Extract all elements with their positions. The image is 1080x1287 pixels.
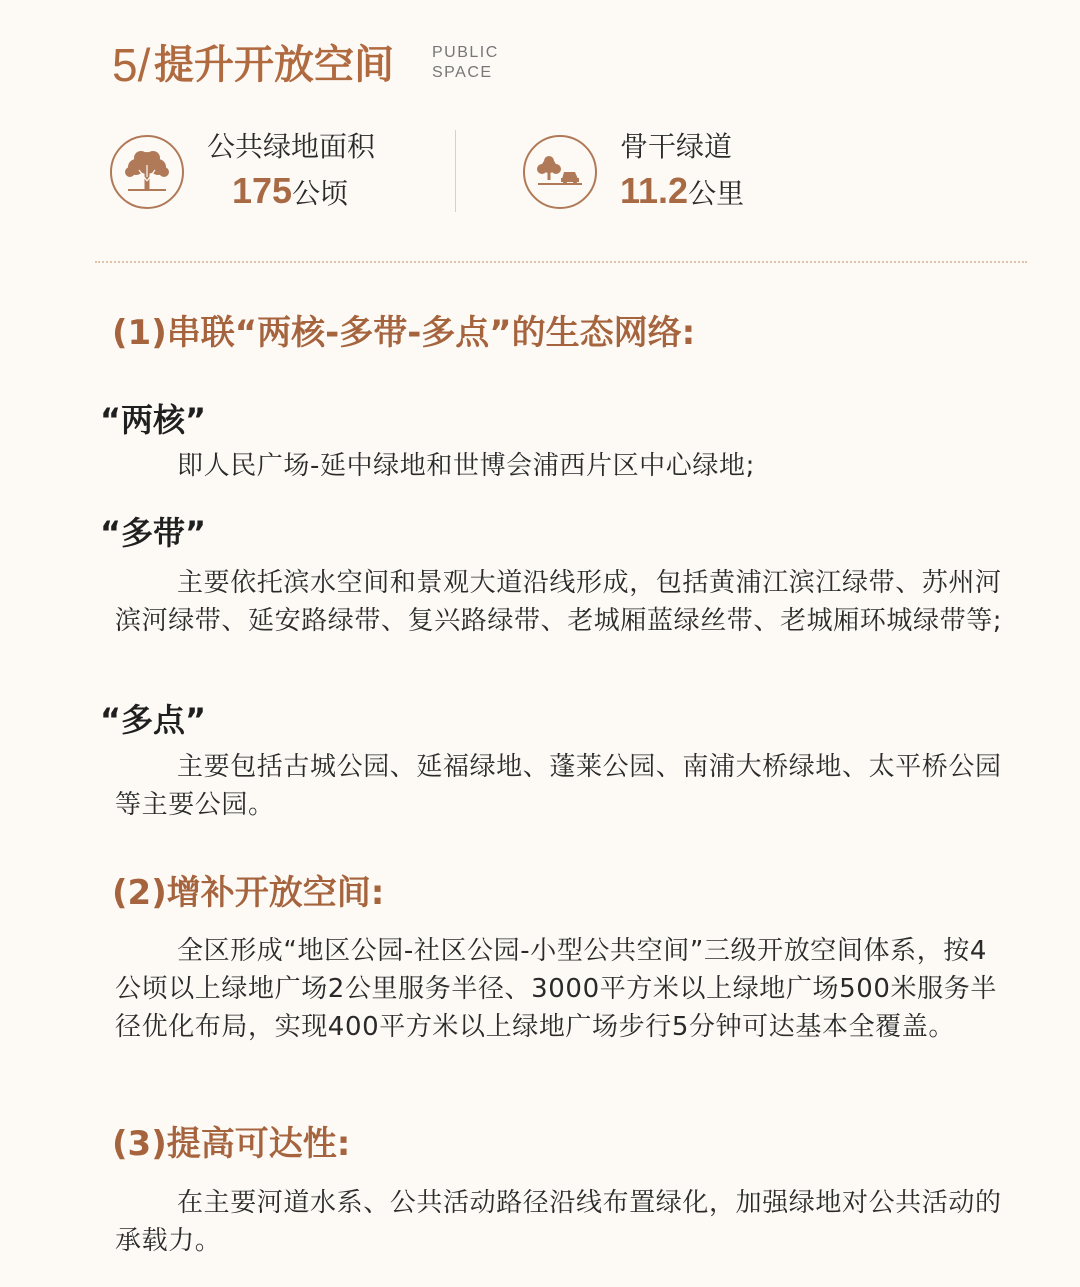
stat-unit: 公里	[688, 177, 745, 210]
paragraph-multi-points: 主要包括古城公园、延福绿地、蓬莱公园、南浦大桥绿地、太平桥公园等主要公园。	[115, 752, 1002, 820]
english-subtitle-line2: SPACE	[432, 64, 493, 81]
stat-value-greenway	[620, 170, 744, 212]
stat-number: 175	[232, 170, 293, 211]
subheading-multi-points: “多点”	[100, 701, 207, 739]
subheading-two-cores: “两核”	[100, 401, 207, 439]
paragraph-multi-belts: 主要依托滨水空间和景观大道沿线形成，包括黄浦江滨江绿带、苏州河滨河绿带、延安路绿带、复兴路绿带、老城厢蓝绿丝带、老城厢环城绿带等;	[115, 568, 1003, 636]
stat-number: 11.2	[620, 170, 689, 211]
english-subtitle-line1: PUBLIC	[432, 44, 499, 61]
stat-unit: 公顷	[292, 177, 349, 210]
stats-divider	[455, 130, 456, 212]
paragraph-open-space: 全区形成“地区公园-社区公园-小型公共空间”三级开放空间体系，按4公顷以上绿地广场2公里服务半径、3000平方米以上绿地广场500米服务半径优化布局，实现400平方米以上绿地广场步行5分钟可达基本全覆盖。	[115, 936, 997, 1042]
paragraph-two-cores: 即人民广场-延中绿地和世博会浦西片区中心绿地;	[177, 451, 755, 481]
tree-car-icon	[523, 135, 597, 209]
section-heading-open-space: (2)增补开放空间:	[112, 873, 385, 913]
subheading-multi-belts: “多带”	[100, 514, 207, 552]
section-number: 5/	[112, 39, 151, 91]
section-heading-accessibility: (3)提高可达性:	[112, 1124, 351, 1164]
tree-icon	[110, 135, 184, 209]
section-heading-ecological-network: (1)串联“两核-多带-多点”的生态网络:	[112, 313, 696, 353]
stat-value-green-area	[232, 170, 348, 212]
english-subtitle	[432, 43, 522, 83]
paragraph-accessibility: 在主要河道水系、公共活动路径沿线布置绿化，加强绿地对公共活动的承载力。	[115, 1188, 1002, 1256]
stat-label-greenway: 骨干绿道	[620, 130, 733, 163]
page-title: 提升开放空间	[154, 42, 394, 88]
section-divider	[95, 261, 1027, 263]
stat-label-green-area: 公共绿地面积	[207, 130, 376, 163]
